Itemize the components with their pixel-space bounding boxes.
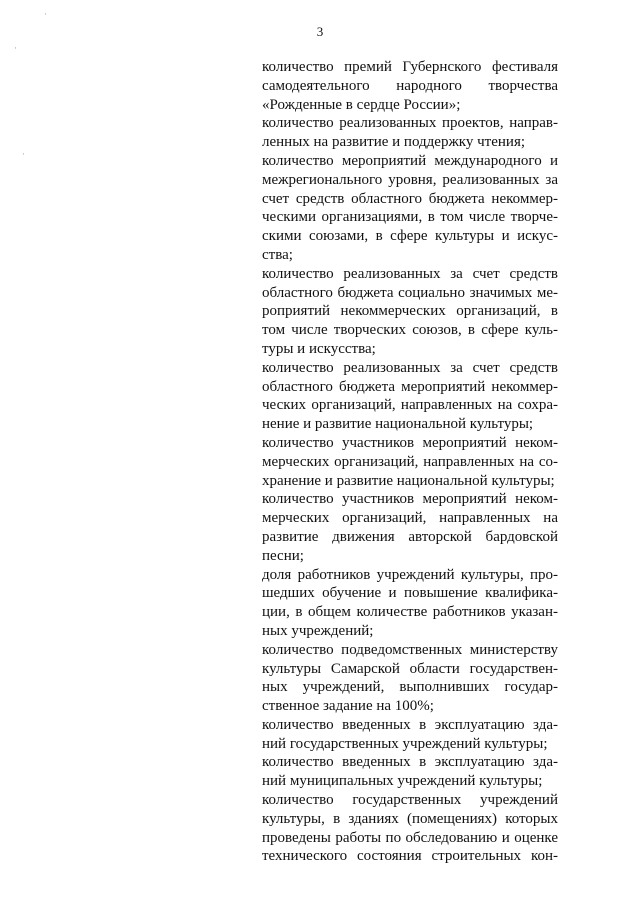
text-line: туры и искусства; (262, 340, 376, 357)
text-line: количество участников мероприятий неком- (262, 434, 558, 451)
text-line: ных учреждений; (262, 622, 374, 639)
list-item (262, 791, 558, 866)
text-line: мерческих организаций, направленных на (262, 510, 558, 527)
text-line: доля работников учреждений культуры, про- (262, 566, 558, 583)
text-line: областного бюджета социально значимых ме- (262, 284, 558, 301)
scan-speck: · (22, 149, 25, 159)
text-line: ции, в общем количестве работников указан- (262, 604, 558, 621)
text-line: ства; (262, 246, 293, 263)
text-line: количество введенных в эксплуатацию зда- (262, 716, 558, 733)
list-item (262, 490, 558, 565)
text-line: нение и развитие национальной культуры; (262, 416, 534, 433)
scan-speck: · (44, 9, 47, 19)
text-line: культуры, в зданиях (помещениях) которых (262, 810, 558, 827)
text-line: том числе творческих союзов, в сфере куль- (262, 322, 558, 339)
text-line: «Рожденные в сердце России»; (262, 96, 461, 113)
text-line: самодеятельного народного творчества (262, 77, 558, 94)
scan-speck: · (14, 43, 17, 53)
text-line: мерческих организаций, направленных на со- (262, 453, 558, 470)
text-line: ных учреждений, выполнивших государ- (262, 679, 558, 696)
list-item (262, 641, 558, 716)
list-item (262, 265, 558, 359)
text-line: шедших обучение и повышение квалифика- (262, 585, 558, 602)
text-line: количество государственных учреждений (262, 792, 558, 809)
text-line: количество реализованных за счет средств (262, 359, 558, 376)
text-line: развитие движения авторской бардовской (262, 528, 558, 545)
text-line: ственное задание на 100%; (262, 698, 434, 715)
text-line: количество мероприятий международного и (262, 152, 558, 169)
text-line: количество премий Губернского фестиваля (262, 59, 558, 75)
text-line: роприятий некоммерческих организаций, в (262, 303, 558, 320)
text-line: количество подведомственных министерству (262, 641, 558, 658)
text-line: ческих организаций, направленных на сохра- (262, 397, 558, 414)
text-line: количество реализованных проектов, направ- (262, 115, 558, 132)
text-line: количество участников мероприятий неком- (262, 491, 558, 508)
text-line: областного бюджета мероприятий некоммер- (262, 378, 558, 395)
text-line: ний муниципальных учреждений культуры; (262, 773, 543, 790)
text-line: песни; (262, 547, 304, 564)
text-line: проведены работы по обследованию и оценке (262, 829, 558, 846)
list-item (262, 434, 558, 490)
list-item (262, 152, 558, 265)
text-line: ческими организациями, в том числе творче- (262, 209, 558, 226)
text-line: технического состояния строительных кон- (262, 848, 558, 865)
text-line: культуры Самарской области государствен- (262, 660, 558, 677)
list-item (262, 716, 558, 754)
list-item (262, 359, 558, 434)
list-item (262, 114, 558, 152)
list-item (262, 753, 558, 791)
text-line: хранение и развитие национальной культуры; (262, 472, 555, 489)
list-item (262, 58, 558, 114)
text-line: счет средств областного бюджета некоммер- (262, 190, 558, 207)
text-line: количество введенных в эксплуатацию зда- (262, 754, 558, 771)
text-line: скими союзами, в сфере культуры и искус- (262, 228, 558, 245)
text-line: межрегионального уровня, реализованных за (262, 171, 558, 188)
page-number: 3 (316, 24, 324, 39)
text-line: ний государственных учреждений культуры; (262, 735, 548, 752)
text-line: количество реализованных за счет средств (262, 265, 558, 282)
list-item (262, 566, 558, 641)
text-column (262, 58, 558, 866)
text-line: ленных на развитие и поддержку чтения; (262, 134, 526, 151)
